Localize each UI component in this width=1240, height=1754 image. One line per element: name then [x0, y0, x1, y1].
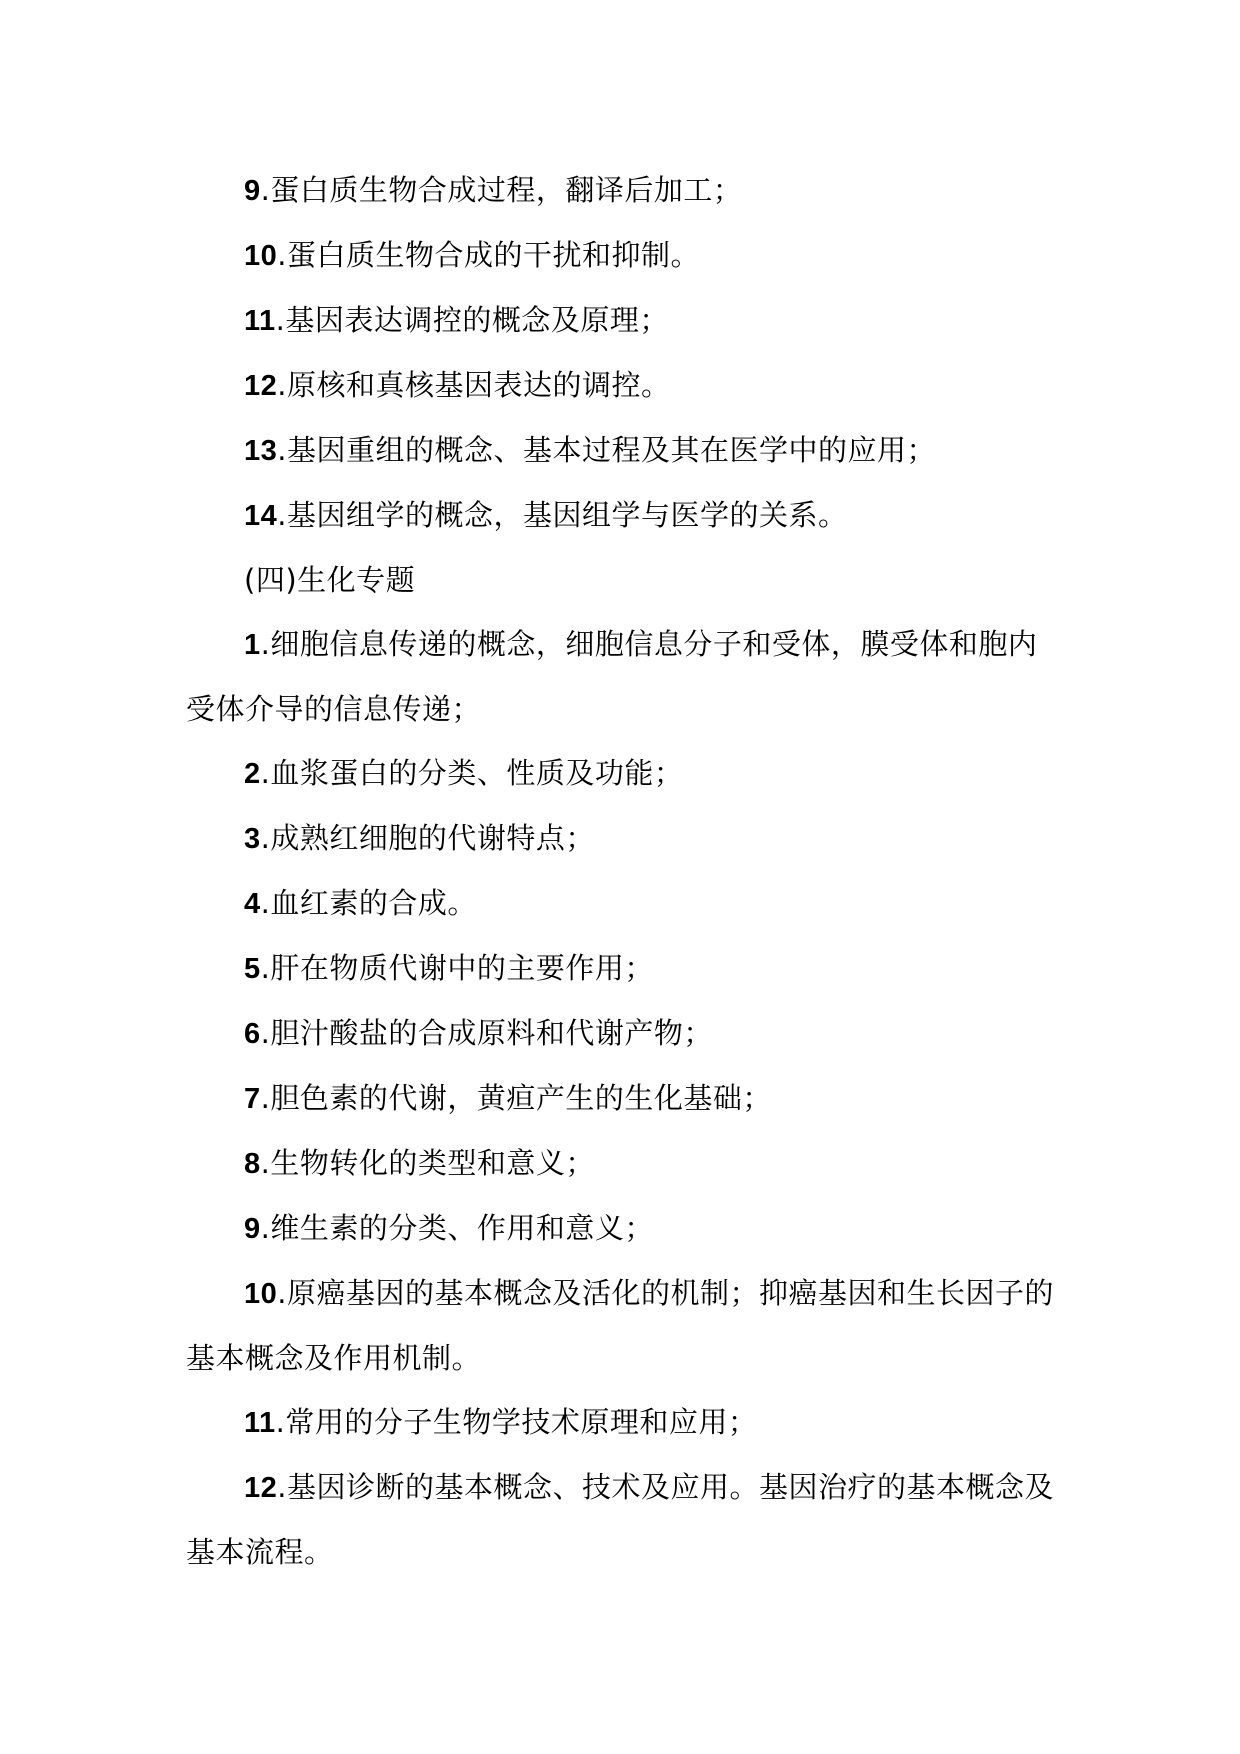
item-number: 2 — [244, 758, 261, 790]
item-text: .肝在物质代谢中的主要作用； — [260, 951, 654, 985]
item-text: .血浆蛋白的分类、性质及功能； — [260, 756, 684, 790]
list-item — [186, 871, 1056, 936]
list-item — [186, 741, 1056, 806]
list-item — [186, 936, 1056, 1001]
list-item — [186, 483, 1056, 548]
item-number: 6 — [244, 1018, 261, 1050]
item-number: 7 — [244, 1083, 261, 1115]
item-text: .胆汁酸盐的合成原料和代谢产物； — [260, 1016, 713, 1050]
list-item — [186, 418, 1056, 483]
item-number: 10 — [244, 240, 278, 272]
list-item — [186, 1001, 1056, 1066]
item-number: 9 — [244, 1213, 261, 1245]
item-text: .维生素的分类、作用和意义； — [260, 1211, 654, 1245]
item-text: .基因组学的概念，基因组学与医学的关系。 — [277, 498, 848, 532]
item-text: .蛋白质生物合成过程，翻译后加工； — [260, 173, 743, 207]
item-text: .基因表达调控的概念及原理； — [275, 303, 669, 337]
list-item — [186, 1131, 1056, 1196]
item-text: .血红素的合成。 — [260, 886, 477, 920]
item-number: 11 — [244, 1407, 276, 1439]
list-item — [186, 1390, 1056, 1455]
list-item — [186, 806, 1056, 871]
list-item — [186, 223, 1056, 288]
list-item — [186, 353, 1056, 418]
item-text: .胆色素的代谢，黄疸产生的生化基础； — [260, 1081, 772, 1115]
list-item — [186, 158, 1056, 223]
item-number: 11 — [244, 305, 276, 337]
item-number: 4 — [244, 888, 261, 920]
list-item — [186, 1455, 1056, 1584]
item-text: .原核和真核基因表达的调控。 — [277, 368, 671, 402]
item-text: .原癌基因的基本概念及活化的机制；抑癌基因和生长因子的基本概念及作用机制。 — [186, 1276, 1054, 1375]
item-number: 1 — [244, 629, 261, 661]
item-number: 12 — [244, 370, 278, 402]
section-heading: (四)生化专题 — [244, 563, 416, 597]
list-item — [186, 1196, 1056, 1261]
item-number: 5 — [244, 953, 261, 985]
list-item — [186, 1066, 1056, 1131]
item-number: 9 — [244, 175, 261, 207]
list-item — [186, 288, 1056, 353]
item-text: .常用的分子生物学技术原理和应用； — [275, 1405, 758, 1439]
item-text: .成熟红细胞的代谢特点； — [260, 821, 595, 855]
item-number: 13 — [244, 435, 278, 467]
item-number: 12 — [244, 1472, 278, 1504]
item-number: 3 — [244, 823, 261, 855]
document-body — [186, 158, 1056, 1584]
item-number: 8 — [244, 1148, 261, 1180]
item-text: .蛋白质生物合成的干扰和抑制。 — [277, 238, 700, 272]
item-text: .细胞信息传递的概念，细胞信息分子和受体，膜受体和胞内受体介导的信息传递； — [186, 627, 1038, 726]
item-text: .基因诊断的基本概念、技术及应用。基因治疗的基本概念及基本流程。 — [186, 1470, 1054, 1569]
item-text: .基因重组的概念、基本过程及其在医学中的应用； — [277, 433, 936, 467]
item-number: 14 — [244, 500, 278, 532]
list-item — [186, 612, 1056, 741]
item-number: 10 — [244, 1278, 278, 1310]
item-text: .生物转化的类型和意义； — [260, 1146, 595, 1180]
list-item — [186, 1261, 1056, 1390]
